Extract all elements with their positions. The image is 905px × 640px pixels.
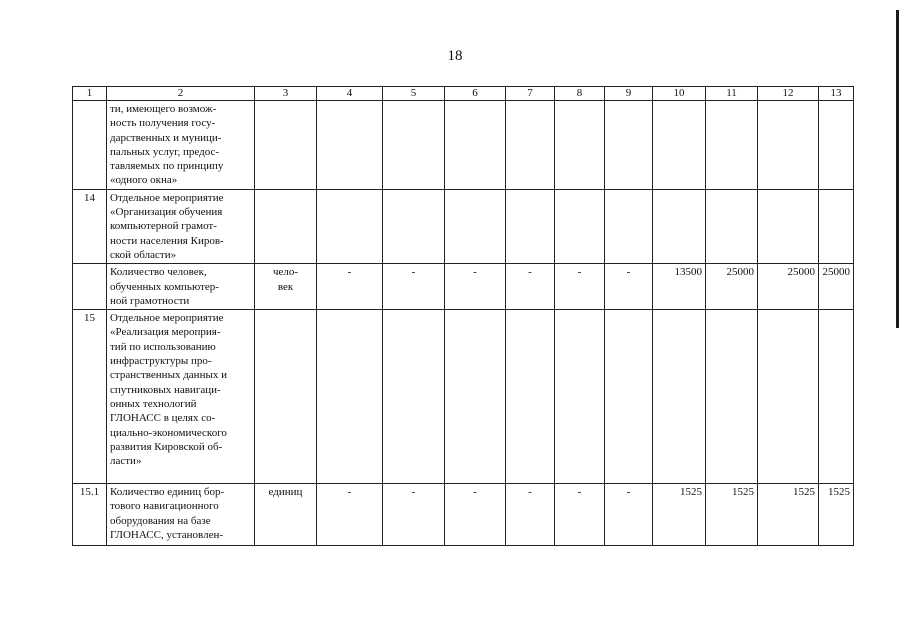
- value-cell: -: [605, 484, 653, 546]
- value-cell: [758, 101, 819, 190]
- value-cell: [383, 189, 445, 263]
- indicator-text-line: ной грамотности: [110, 294, 190, 307]
- column-header: 12: [758, 87, 819, 101]
- column-header: 6: [445, 87, 506, 101]
- value-cell: [506, 101, 555, 190]
- indicator-text-line: тавляемых по принципу: [110, 160, 224, 173]
- indicator-text-line: ность получения госу-: [110, 117, 216, 130]
- data-table: [72, 86, 854, 546]
- indicator-text-line: тий по использованию: [110, 340, 216, 353]
- value-cell: -: [383, 264, 445, 310]
- indicator-text-line: ласти»: [110, 455, 142, 468]
- column-header: 5: [383, 87, 445, 101]
- value-cell: 25000: [706, 264, 758, 310]
- indicator-text-line: тового навигационного: [110, 500, 219, 513]
- value-cell: [506, 310, 555, 484]
- indicator-text-line: инфраструктуры про-: [110, 355, 212, 368]
- indicator-text-line: ГЛОНАСС, установлен-: [110, 529, 224, 542]
- unit-cell: [255, 484, 317, 546]
- page-number: 18: [447, 48, 463, 64]
- indicator-text-line: циально-экономического: [110, 426, 227, 439]
- indicator-name-cell: [107, 264, 255, 310]
- column-header: 4: [317, 87, 383, 101]
- row-number-cell: 15.1: [73, 484, 107, 546]
- value-cell: [445, 189, 506, 263]
- value-cell: [706, 189, 758, 263]
- value-cell: [555, 189, 605, 263]
- table-row: [73, 264, 854, 310]
- indicator-text-line: компьютерной грамот-: [110, 220, 217, 233]
- value-cell: 25000: [758, 264, 819, 310]
- value-cell: [317, 101, 383, 190]
- value-cell: [653, 189, 706, 263]
- value-cell: [383, 310, 445, 484]
- value-cell: [653, 101, 706, 190]
- value-cell: 1525: [819, 484, 854, 546]
- table-row: [73, 484, 854, 546]
- table-row: [73, 189, 854, 263]
- unit-cell: [255, 310, 317, 484]
- value-cell: -: [317, 484, 383, 546]
- indicator-name-cell: [107, 101, 255, 190]
- indicator-text-line: пальных услуг, предос-: [110, 145, 220, 158]
- value-cell: [605, 101, 653, 190]
- value-cell: [383, 101, 445, 190]
- indicator-text-line: ской области»: [110, 248, 177, 261]
- column-header: 7: [506, 87, 555, 101]
- table-body: [73, 87, 854, 546]
- column-header: 11: [706, 87, 758, 101]
- value-cell: -: [445, 484, 506, 546]
- value-cell: -: [506, 484, 555, 546]
- table-row: [73, 310, 854, 484]
- unit-text-line: единиц: [268, 486, 303, 499]
- column-header: 13: [819, 87, 854, 101]
- indicator-text-line: ГЛОНАСС в целях со-: [110, 412, 216, 425]
- value-cell: [445, 310, 506, 484]
- column-header: 3: [255, 87, 317, 101]
- indicator-text-line: Отдельное мероприятие: [110, 191, 224, 204]
- value-cell: -: [445, 264, 506, 310]
- unit-text-line: век: [277, 280, 294, 293]
- value-cell: [506, 189, 555, 263]
- value-cell: [758, 310, 819, 484]
- indicator-text-line: ти, имеющего возмож-: [110, 103, 217, 115]
- value-cell: [317, 189, 383, 263]
- value-cell: -: [317, 264, 383, 310]
- column-header: 8: [555, 87, 605, 101]
- column-header: 1: [73, 87, 107, 101]
- value-cell: [758, 189, 819, 263]
- value-cell: 1525: [758, 484, 819, 546]
- indicator-text-line: оборудования на базе: [110, 514, 211, 527]
- value-cell: [706, 310, 758, 484]
- value-cell: 13500: [653, 264, 706, 310]
- indicator-text-line: развития Кировской об-: [110, 440, 223, 453]
- indicator-text-line: спутниковых навигаци-: [110, 383, 221, 396]
- indicator-name-cell: [107, 310, 255, 484]
- row-number-cell: 15: [73, 310, 107, 484]
- value-cell: -: [506, 264, 555, 310]
- table-row: [73, 101, 854, 190]
- value-cell: -: [383, 484, 445, 546]
- value-cell: [555, 101, 605, 190]
- row-number-cell: 14: [73, 189, 107, 263]
- value-cell: [653, 310, 706, 484]
- indicator-text-line: странственных данных и: [110, 369, 227, 382]
- header-row: [73, 87, 854, 101]
- indicator-text-line: «Организация обучения: [110, 206, 223, 219]
- unit-text-line: чело-: [272, 266, 299, 279]
- column-header: 2: [107, 87, 255, 101]
- value-cell: -: [555, 484, 605, 546]
- indicator-text-line: обученных компьютер-: [110, 280, 219, 293]
- value-cell: 1525: [653, 484, 706, 546]
- indicator-text-line: Количество человек,: [110, 266, 207, 279]
- value-cell: [706, 101, 758, 190]
- column-header: 10: [653, 87, 706, 101]
- indicator-name-cell: [107, 484, 255, 546]
- value-cell: [555, 310, 605, 484]
- indicator-text-line: ности населения Киров-: [110, 234, 224, 247]
- value-cell: [445, 101, 506, 190]
- value-cell: 1525: [706, 484, 758, 546]
- row-number-cell: [73, 264, 107, 310]
- unit-cell: [255, 189, 317, 263]
- indicator-text-line: «Реализация мероприя-: [110, 326, 221, 339]
- value-cell: [605, 189, 653, 263]
- indicator-text-line: Отдельное мероприятие: [110, 312, 224, 325]
- indicator-text-line: дарственных и муници-: [110, 131, 222, 144]
- value-cell: [317, 310, 383, 484]
- value-cell: -: [605, 264, 653, 310]
- indicator-text-line: онных технологий: [110, 397, 197, 410]
- unit-cell: [255, 101, 317, 190]
- value-cell: [605, 310, 653, 484]
- value-cell: [819, 101, 854, 190]
- value-cell: [819, 189, 854, 263]
- indicator-name-cell: [107, 189, 255, 263]
- value-cell: 25000: [819, 264, 854, 310]
- scan-edge-mark: [896, 10, 899, 328]
- value-cell: [819, 310, 854, 484]
- unit-cell: [255, 264, 317, 310]
- value-cell: -: [555, 264, 605, 310]
- indicator-text-line: Количество единиц бор-: [110, 486, 225, 499]
- indicator-text-line: «одного окна»: [110, 174, 178, 187]
- row-number-cell: [73, 101, 107, 190]
- column-header: 9: [605, 87, 653, 101]
